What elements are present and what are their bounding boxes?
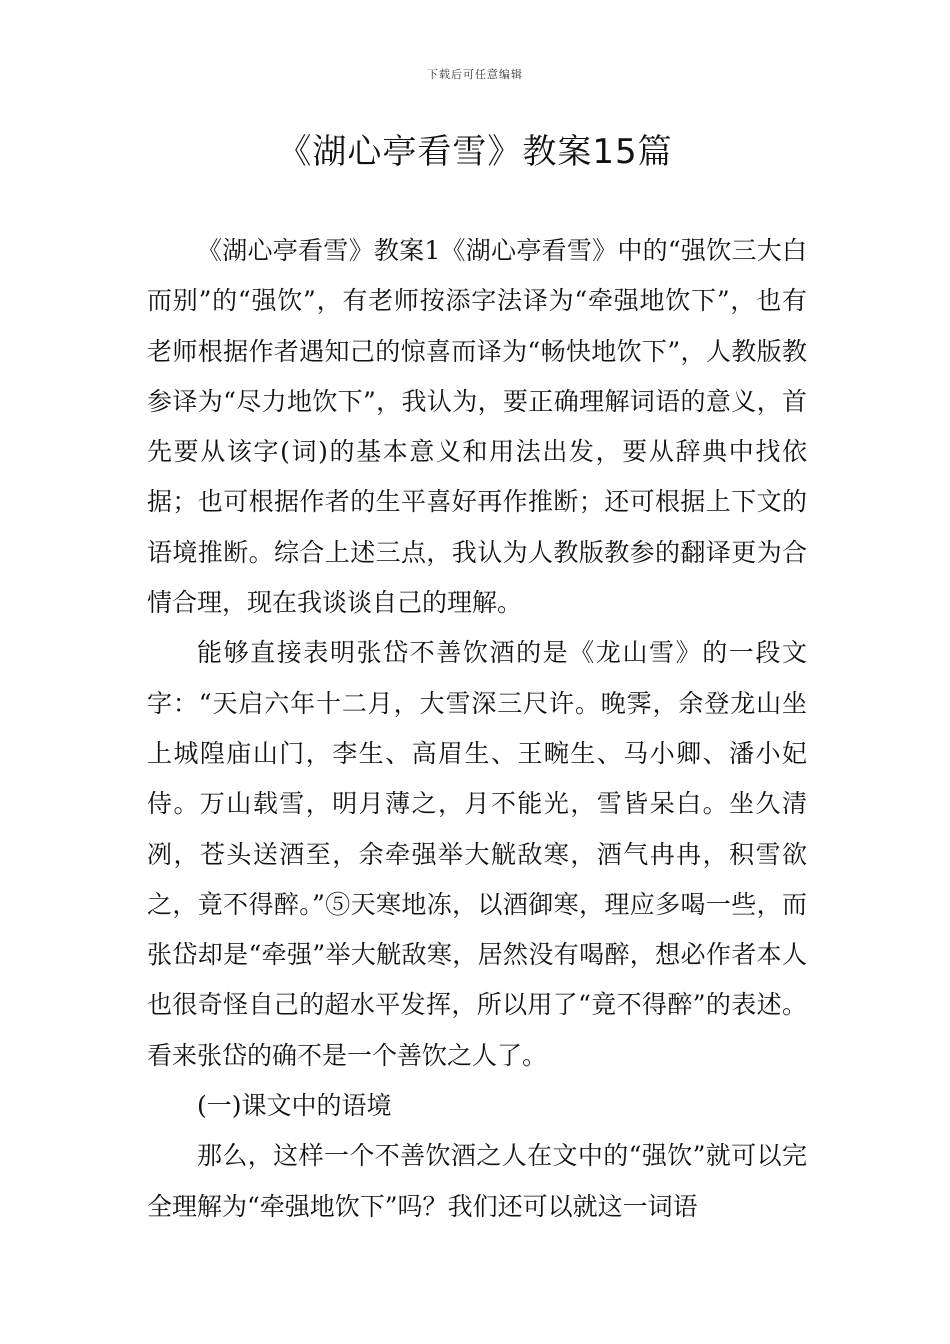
paragraph-1: 《湖心亭看雪》教案1《湖心亭看雪》中的“强饮三大白而别”的“强饮”，有老师按添字法译为“牵强地饮下”，也有老师根据作者遇知己的惊喜而译为“畅快地饮下”，人教版教参译为“尽力地饮下”，我认为，要正确理解词语的意义，首先要从该字(词)的基本意义和用法出发，要从辞典中找依据；也可根据作者的生平喜好再作推断；还可根据上下文的语境推断。综合上述三点，我认为人教版教参的翻译更为合情合理，现在我谈谈自己的理解。: [147, 236, 807, 618]
paragraph-3: 那么，这样一个不善饮酒之人在文中的“强饮”就可以完全理解为“牵强地饮下”吗？我们还可以就这一词语: [147, 1141, 807, 1221]
document-title: 《湖心亭看雪》教案15篇: [277, 132, 673, 172]
section-heading: (一)课文中的语境: [197, 1091, 392, 1121]
document-body: [147, 226, 807, 1232]
header-note: 下载后可任意编辑: [427, 68, 523, 81]
paragraph-2: 能够直接表明张岱不善饮酒的是《龙山雪》的一段文字：“天启六年十二月，大雪深三尺许。晚霁，余登龙山坐上城隍庙山门，李生、高眉生、王畹生、马小卿、潘小妃侍。万山载雪，明月薄之，月不能光，雪皆呆白。坐久清冽，苍头送酒至，余牵强举大觥敌寒，酒气冉冉，积雪欲之，竟不得醉。”⑤天寒地冻，以酒御寒，理应多喝一些，而张岱却是“牵强”举大觥敌寒，居然没有喝醉，想必作者本人也很奇怪自己的超水平发挥，所以用了“竟不得醉”的表述。看来张岱的确不是一个善饮之人了。: [147, 638, 807, 1070]
